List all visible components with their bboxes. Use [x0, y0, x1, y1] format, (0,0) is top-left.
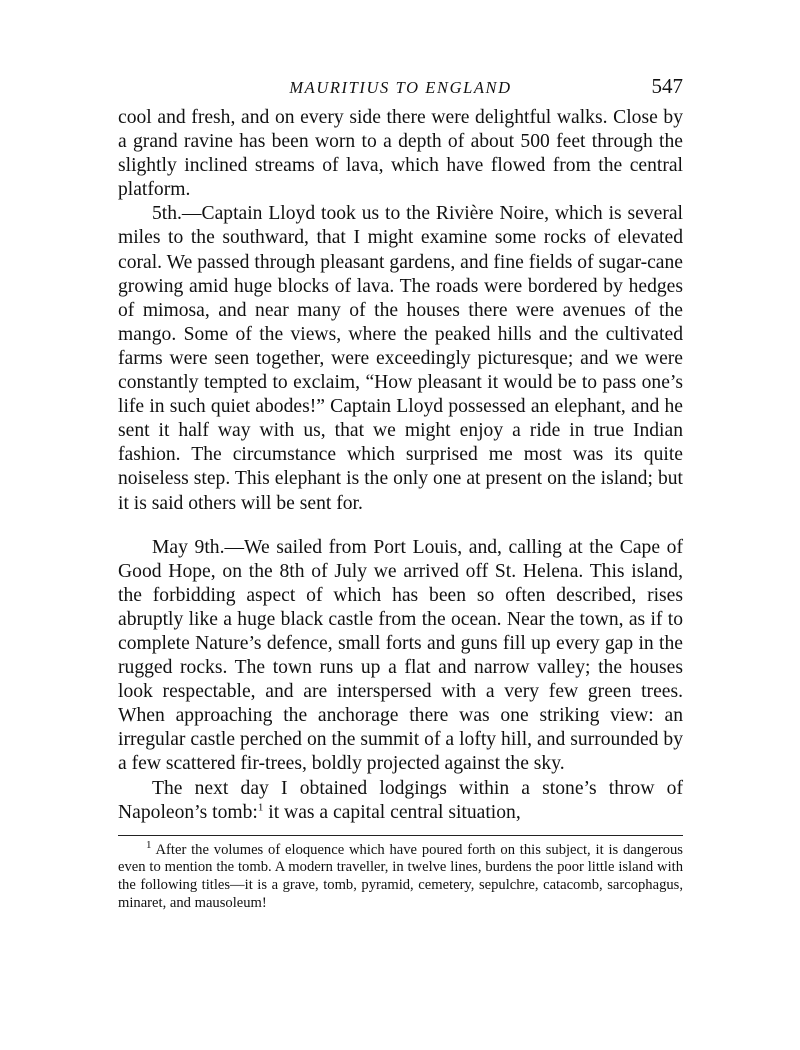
- footnote: [118, 838, 683, 912]
- footnote-reference: 1: [257, 801, 264, 814]
- paragraph-may-9th: May 9th.—We sailed from Port Louis, and, calling at the Cape of Good Hope, on the 8th of July we arrived off St. Helena. This island, the forbidding aspect of which has been so often described, rises abruptly like a huge black castle from the ocean. Near the town, as if to complete Nature’s defence, small forts and guns fill up every gap in the rugged rocks. The town runs up a flat and narrow valley; the houses look respectable, and are interspersed with a very few green trees. When approaching the anchorage there was one striking view: an irregular castle perched on the summit of a lofty hill, and surrounded by a few scattered fir-trees, boldly projected against the sky.: [118, 536, 683, 775]
- paragraph-5th: 5th.—Captain Lloyd took us to the Rivière Noire, which is several miles to the southward, that I might examine some rocks of elevated coral. We passed through pleasant gardens, and fine fields of sugar-cane growing amid huge blocks of lava. The roads were bordered by hedges of mimosa, and near many of the houses there were avenues of the mango. Some of the views, where the peaked hills and the cultivated farms were seen together, were exceedingly picturesque; and we were constantly tempted to exclaim, “How pleasant it would be to pass one’s life in such quiet abodes!” Captain Lloyd possessed an elephant, and he sent it half way with us, that we might enjoy a ride in true Indian fashion. The circumstance which surprised me most was its quite noiseless step. This elephant is the only one at present on the island; but it is said others will be sent for.: [118, 203, 683, 514]
- footnote-text: After the volumes of eloquence which have poured forth on this subject, it is dangerous even to mention the tomb. A modern traveller, in twelve lines, burdens the poor little island with the following titles—it is a grave, tomb, pyramid, cemetery, sepulchre, catacomb, sarcophagus, minaret, and mausoleum!: [118, 841, 683, 911]
- paragraph-continued: cool and fresh, and on every side there were delightful walks. Close by a grand ravine has been worn to a depth of about 500 feet through the slightly inclined streams of lava, which have flowed from the central platform.: [118, 107, 683, 201]
- paragraph-text-after: it was a capital central situation,: [263, 801, 521, 823]
- footnote-marker: 1: [146, 838, 152, 851]
- paragraph-text-before: The next day I obtained lodgings within a stone’s throw of Napoleon’s tomb:: [118, 777, 683, 823]
- page-number: 547: [651, 74, 683, 98]
- running-title: MAURITIUS TO ENGLAND: [289, 78, 512, 97]
- page-header: [118, 72, 683, 102]
- book-page: [118, 72, 683, 912]
- paragraph-next-day: [118, 777, 683, 825]
- body-text: [118, 106, 683, 825]
- footnote-divider: [118, 835, 683, 836]
